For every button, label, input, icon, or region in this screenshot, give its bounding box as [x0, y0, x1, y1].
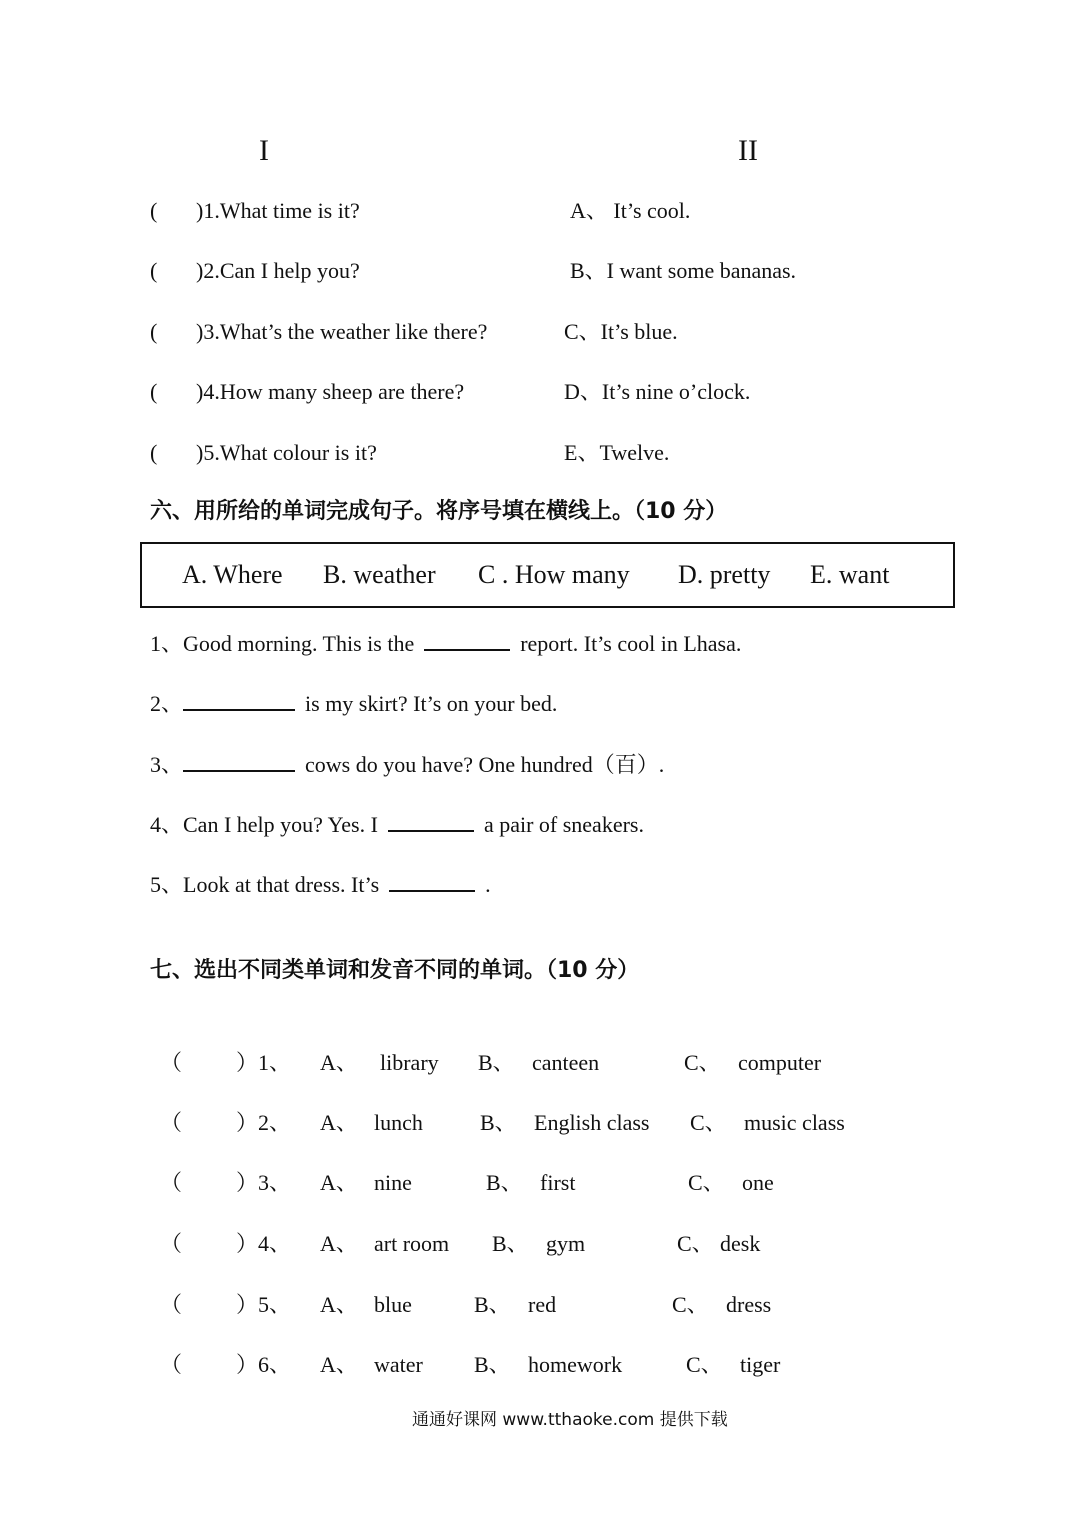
answer-option: D、It’s nine o’clock. [564, 379, 751, 404]
item-number: ）2、 [236, 1110, 292, 1135]
option-label: A、 [320, 1231, 358, 1256]
option-word: homework [528, 1352, 623, 1377]
option-label: B、 [492, 1231, 529, 1256]
option-label: A、 [320, 1352, 358, 1377]
word-bank-item: E. want [810, 560, 890, 589]
answer-paren[interactable]: （ [160, 1352, 183, 1377]
word-bank-item: A. Where [182, 560, 283, 589]
option-label: C、 [672, 1292, 709, 1317]
column-heading-i: I [259, 134, 269, 167]
option-label: A、 [320, 1110, 358, 1135]
option-word: red [528, 1292, 557, 1317]
answer-option: A、 It’s cool. [570, 198, 691, 223]
answer-paren[interactable]: （ [160, 1170, 183, 1195]
option-word: lunch [374, 1110, 423, 1135]
option-label: C、 [684, 1050, 721, 1075]
option-word: water [374, 1352, 423, 1377]
answer-blank[interactable] [424, 629, 510, 651]
option-label: B、 [480, 1110, 517, 1135]
option-label: B、 [474, 1352, 511, 1377]
answer-paren[interactable]: （ [160, 1292, 183, 1317]
answer-option: E、Twelve. [564, 440, 670, 465]
answer-blank[interactable] [389, 870, 475, 892]
option-word: canteen [532, 1050, 600, 1075]
option-word: music class [744, 1110, 845, 1135]
option-label: B、 [474, 1292, 511, 1317]
answer-paren[interactable]: ( [150, 379, 158, 404]
section-7-heading: 七、选出不同类单词和发音不同的单词。（10 分） [150, 958, 640, 983]
item-number: ）6、 [236, 1352, 292, 1377]
answer-paren[interactable]: ( [150, 198, 158, 223]
page-footer: 通通好课网 www.tthaoke.com 提供下载 [412, 1410, 728, 1430]
section-6-heading: 六、用所给的单词完成句子。将序号填在横线上。（10 分） [150, 499, 728, 524]
option-label: B、 [486, 1170, 523, 1195]
answer-paren[interactable]: ( [150, 258, 158, 283]
column-heading-ii: II [738, 134, 758, 167]
answer-blank[interactable] [183, 750, 295, 772]
answer-blank[interactable] [183, 689, 295, 711]
option-label: C、 [690, 1110, 727, 1135]
option-label: B、 [478, 1050, 515, 1075]
option-label: C、 [677, 1231, 714, 1256]
item-number: ）5、 [236, 1292, 292, 1317]
fill-sentence: 1、Good morning. This is the report. It’s cool in Lhasa. [150, 631, 742, 656]
fill-sentence: 3、 cows do you have? One hundred（百）. [150, 752, 665, 777]
word-bank-item: D. pretty [678, 560, 771, 589]
question-text: )1.What time is it? [196, 198, 360, 223]
option-word: gym [546, 1231, 586, 1256]
option-word: computer [738, 1050, 822, 1075]
answer-blank[interactable] [388, 810, 474, 832]
answer-option: B、I want some bananas. [570, 258, 797, 283]
item-number: ）3、 [236, 1170, 292, 1195]
option-word: dress [726, 1292, 772, 1317]
option-label: C、 [688, 1170, 725, 1195]
option-word: nine [374, 1170, 412, 1195]
option-label: A、 [320, 1170, 358, 1195]
word-bank-box [140, 542, 955, 608]
fill-sentence: 2、 is my skirt? It’s on your bed. [150, 691, 558, 716]
item-number: ）1、 [236, 1050, 292, 1075]
option-word: desk [720, 1231, 761, 1256]
answer-paren[interactable]: （ [160, 1231, 183, 1256]
question-text: )3.What’s the weather like there? [196, 319, 488, 344]
answer-paren[interactable]: （ [160, 1110, 183, 1135]
fill-sentence: 4、Can I help you? Yes. I a pair of sneakers. [150, 812, 644, 837]
option-word: art room [374, 1231, 450, 1256]
option-word: blue [374, 1292, 412, 1317]
word-bank-item: C . How many [478, 560, 630, 589]
option-label: A、 [320, 1292, 358, 1317]
question-text: )4.How many sheep are there? [196, 379, 465, 404]
answer-paren[interactable]: ( [150, 319, 158, 344]
answer-paren[interactable]: （ [160, 1050, 183, 1075]
option-word: tiger [740, 1352, 781, 1377]
word-bank-item: B. weather [323, 560, 436, 589]
question-text: )5.What colour is it? [196, 440, 377, 465]
option-label: C、 [686, 1352, 723, 1377]
option-word: one [742, 1170, 774, 1195]
option-word: English class [534, 1110, 650, 1135]
option-word: library [380, 1050, 439, 1075]
item-number: ）4、 [236, 1231, 292, 1256]
fill-sentence: 5、Look at that dress. It’s . [150, 872, 491, 897]
answer-paren[interactable]: ( [150, 440, 158, 465]
option-word: first [540, 1170, 576, 1195]
option-label: A、 [320, 1050, 358, 1075]
answer-option: C、It’s blue. [564, 319, 678, 344]
question-text: )2.Can I help you? [196, 258, 360, 283]
